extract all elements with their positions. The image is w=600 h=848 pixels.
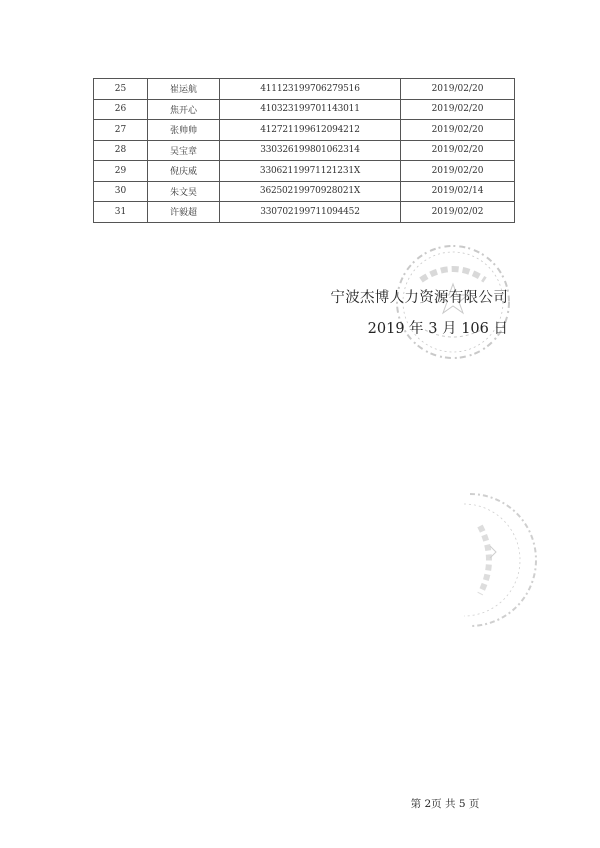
id-number-cell: 330702199711094452 [220, 202, 401, 223]
row-index-cell: 31 [94, 202, 148, 223]
table-row [94, 181, 515, 202]
employee-name-cell: 张帅帅 [148, 120, 220, 141]
employee-name-cell: 焦开心 [148, 99, 220, 120]
row-index-cell: 26 [94, 99, 148, 120]
table-row [94, 120, 515, 141]
roster-table [93, 78, 515, 223]
table-row [94, 161, 515, 182]
employee-name-cell: 许毅超 [148, 202, 220, 223]
row-index-cell: 25 [94, 79, 148, 100]
table-row [94, 99, 515, 120]
entry-date-cell: 2019/02/20 [401, 161, 515, 182]
roster-table-body [94, 79, 515, 223]
row-index-cell: 30 [94, 181, 148, 202]
id-number-cell: 410323199701143011 [220, 99, 401, 120]
table-row [94, 202, 515, 223]
employee-name-cell: 崔运航 [148, 79, 220, 100]
employee-name-cell: 倪庆威 [148, 161, 220, 182]
entry-date-cell: 2019/02/14 [401, 181, 515, 202]
id-number-cell: 411123199706279516 [220, 79, 401, 100]
entry-date-cell: 2019/02/20 [401, 120, 515, 141]
entry-date-cell: 2019/02/20 [401, 99, 515, 120]
entry-date-cell: 2019/02/20 [401, 79, 515, 100]
entry-date-cell: 2019/02/02 [401, 202, 515, 223]
row-index-cell: 29 [94, 161, 148, 182]
id-number-cell: 36250219970928021X [220, 181, 401, 202]
row-index-cell: 27 [94, 120, 148, 141]
id-number-cell: 330326199801062314 [220, 140, 401, 161]
employee-name-cell: 朱文昊 [148, 181, 220, 202]
table-row [94, 140, 515, 161]
row-index-cell: 28 [94, 140, 148, 161]
entry-date-cell: 2019/02/20 [401, 140, 515, 161]
id-number-cell: 412721199612094212 [220, 120, 401, 141]
partial-seal-stamp [450, 490, 550, 630]
id-number-cell: 33062119971121231X [220, 161, 401, 182]
employee-name-cell: 吴宝章 [148, 140, 220, 161]
table-row [94, 79, 515, 100]
signature-date: 2019 年 3 月 106 日 [367, 321, 508, 337]
company-name: 宁波杰博人力资源有限公司 [330, 290, 508, 306]
page-number: 第 2页 共 5 页 [410, 798, 480, 810]
